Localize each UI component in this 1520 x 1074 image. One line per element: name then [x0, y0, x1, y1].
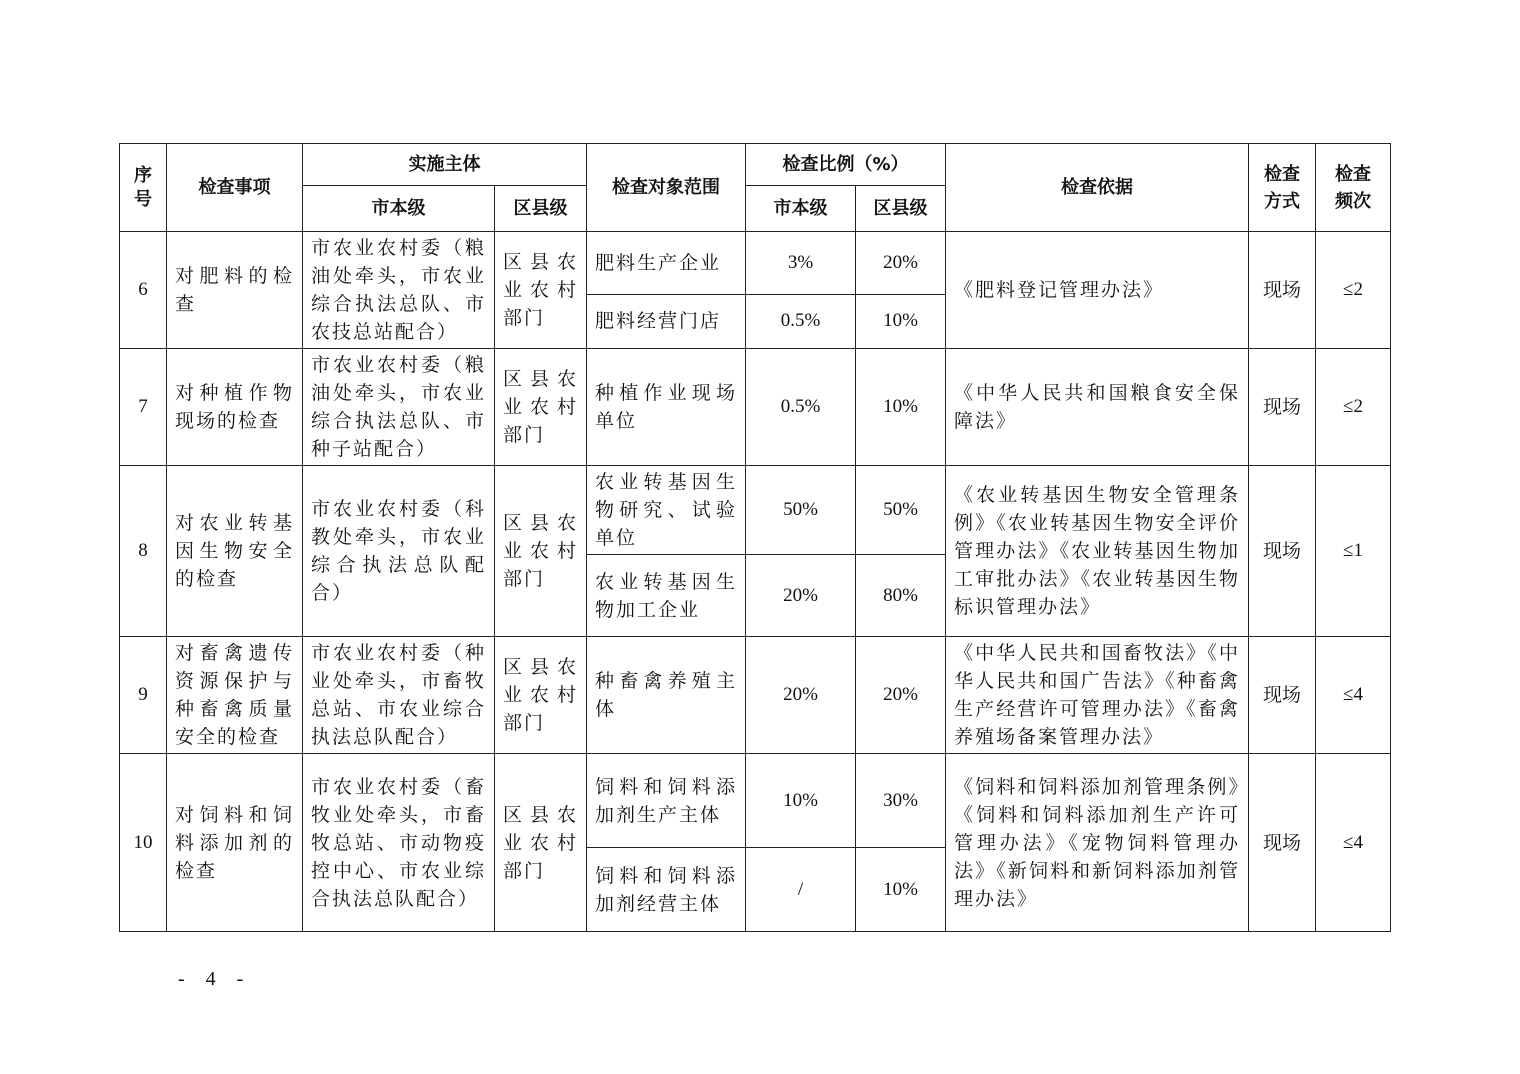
- row-method: 现场: [1249, 637, 1316, 754]
- row-freq: ≤4: [1316, 754, 1391, 932]
- row-ratio-district: 20%: [856, 232, 946, 295]
- header-seq: 序号: [120, 144, 167, 232]
- row-scope: 肥料生产企业: [587, 232, 746, 295]
- row-method: 现场: [1249, 466, 1316, 637]
- row-item: 对饲料和饲料添加剂的检查: [167, 754, 303, 932]
- row-method: 现场: [1249, 349, 1316, 466]
- row-basis: 《饲料和饲料添加剂管理条例》《饲料和饲料添加剂生产许可管理办法》《宠物饲料管理办法》《新饲料和新饲料添加剂管理办法》: [946, 754, 1249, 932]
- row-scope: 农业转基因生物研究、试验单位: [587, 466, 746, 555]
- row-seq: 8: [120, 466, 167, 637]
- row-seq: 9: [120, 637, 167, 754]
- row-body-city: 市农业农村委（粮油处牵头，市农业综合执法总队、市农技总站配合）: [303, 232, 495, 349]
- row-scope: 农业转基因生物加工企业: [587, 555, 746, 637]
- row-body-district: 区县农业农村部门: [495, 754, 587, 932]
- table-row: [120, 754, 1391, 848]
- row-ratio-city: 0.5%: [746, 349, 856, 466]
- row-ratio-district: 10%: [856, 848, 946, 932]
- row-freq: ≤2: [1316, 232, 1391, 349]
- header-freq: 检查频次: [1316, 144, 1391, 232]
- row-body-district: 区县农业农村部门: [495, 232, 587, 349]
- row-item: 对种植作物现场的检查: [167, 349, 303, 466]
- row-ratio-district: 50%: [856, 466, 946, 555]
- header-ratio-city: 市本级: [746, 186, 856, 232]
- row-basis: 《中华人民共和国畜牧法》《中华人民共和国广告法》《种畜禽生产经营许可管理办法》《畜禽养殖场备案管理办法》: [946, 637, 1249, 754]
- row-ratio-city: 20%: [746, 637, 856, 754]
- row-ratio-district: 80%: [856, 555, 946, 637]
- row-body-city: 市农业农村委（科教处牵头，市农业综合执法总队配合）: [303, 466, 495, 637]
- row-body-district: 区县农业农村部门: [495, 637, 587, 754]
- row-body-city: 市农业农村委（粮油处牵头，市农业综合执法总队、市种子站配合）: [303, 349, 495, 466]
- row-scope: 肥料经营门店: [587, 294, 746, 348]
- row-ratio-city: 50%: [746, 466, 856, 555]
- row-item: 对肥料的检查: [167, 232, 303, 349]
- row-item: 对畜禽遗传资源保护与种畜禽质量安全的检查: [167, 637, 303, 754]
- header-body-city: 市本级: [303, 186, 495, 232]
- row-basis: 《农业转基因生物安全管理条例》《农业转基因生物安全评价管理办法》《农业转基因生物加工审批办法》《农业转基因生物标识管理办法》: [946, 466, 1249, 637]
- row-freq: ≤4: [1316, 637, 1391, 754]
- row-seq: 6: [120, 232, 167, 349]
- row-basis: 《中华人民共和国粮食安全保障法》: [946, 349, 1249, 466]
- row-scope: 饲料和饲料添加剂生产主体: [587, 754, 746, 848]
- row-body-district: 区县农业农村部门: [495, 349, 587, 466]
- header-scope: 检查对象范围: [587, 144, 746, 232]
- row-freq: ≤2: [1316, 349, 1391, 466]
- table-body: [120, 232, 1391, 932]
- row-ratio-city: 10%: [746, 754, 856, 848]
- row-body-district: 区县农业农村部门: [495, 466, 587, 637]
- header-ratio-district: 区县级: [856, 186, 946, 232]
- row-ratio-city: 20%: [746, 555, 856, 637]
- header-body-district: 区县级: [495, 186, 587, 232]
- row-ratio-district: 10%: [856, 349, 946, 466]
- table-row: [120, 349, 1391, 466]
- header-basis: 检查依据: [946, 144, 1249, 232]
- inspection-table: [119, 143, 1391, 932]
- row-body-city: 市农业农村委（畜牧业处牵头，市畜牧总站、市动物疫控中心、市农业综合执法总队配合）: [303, 754, 495, 932]
- row-method: 现场: [1249, 754, 1316, 932]
- row-ratio-city: /: [746, 848, 856, 932]
- row-ratio-district: 30%: [856, 754, 946, 848]
- row-scope: 饲料和饲料添加剂经营主体: [587, 848, 746, 932]
- table-row: [120, 637, 1391, 754]
- row-scope: 种畜禽养殖主体: [587, 637, 746, 754]
- header-ratio: 检查比例（%）: [746, 144, 946, 186]
- table-row: [120, 232, 1391, 295]
- header-method: 检查方式: [1249, 144, 1316, 232]
- page-number: - 4 -: [178, 968, 252, 990]
- row-seq: 7: [120, 349, 167, 466]
- row-ratio-district: 10%: [856, 294, 946, 348]
- row-ratio-district: 20%: [856, 637, 946, 754]
- row-freq: ≤1: [1316, 466, 1391, 637]
- row-basis: 《肥料登记管理办法》: [946, 232, 1249, 349]
- row-method: 现场: [1249, 232, 1316, 349]
- row-body-city: 市农业农村委（种业处牵头，市畜牧总站、市农业综合执法总队配合）: [303, 637, 495, 754]
- table-row: [120, 466, 1391, 555]
- row-seq: 10: [120, 754, 167, 932]
- row-ratio-city: 0.5%: [746, 294, 856, 348]
- table-header: [120, 144, 1391, 232]
- row-ratio-city: 3%: [746, 232, 856, 295]
- header-body: 实施主体: [303, 144, 587, 186]
- header-item: 检查事项: [167, 144, 303, 232]
- row-item: 对农业转基因生物安全的检查: [167, 466, 303, 637]
- row-scope: 种植作业现场单位: [587, 349, 746, 466]
